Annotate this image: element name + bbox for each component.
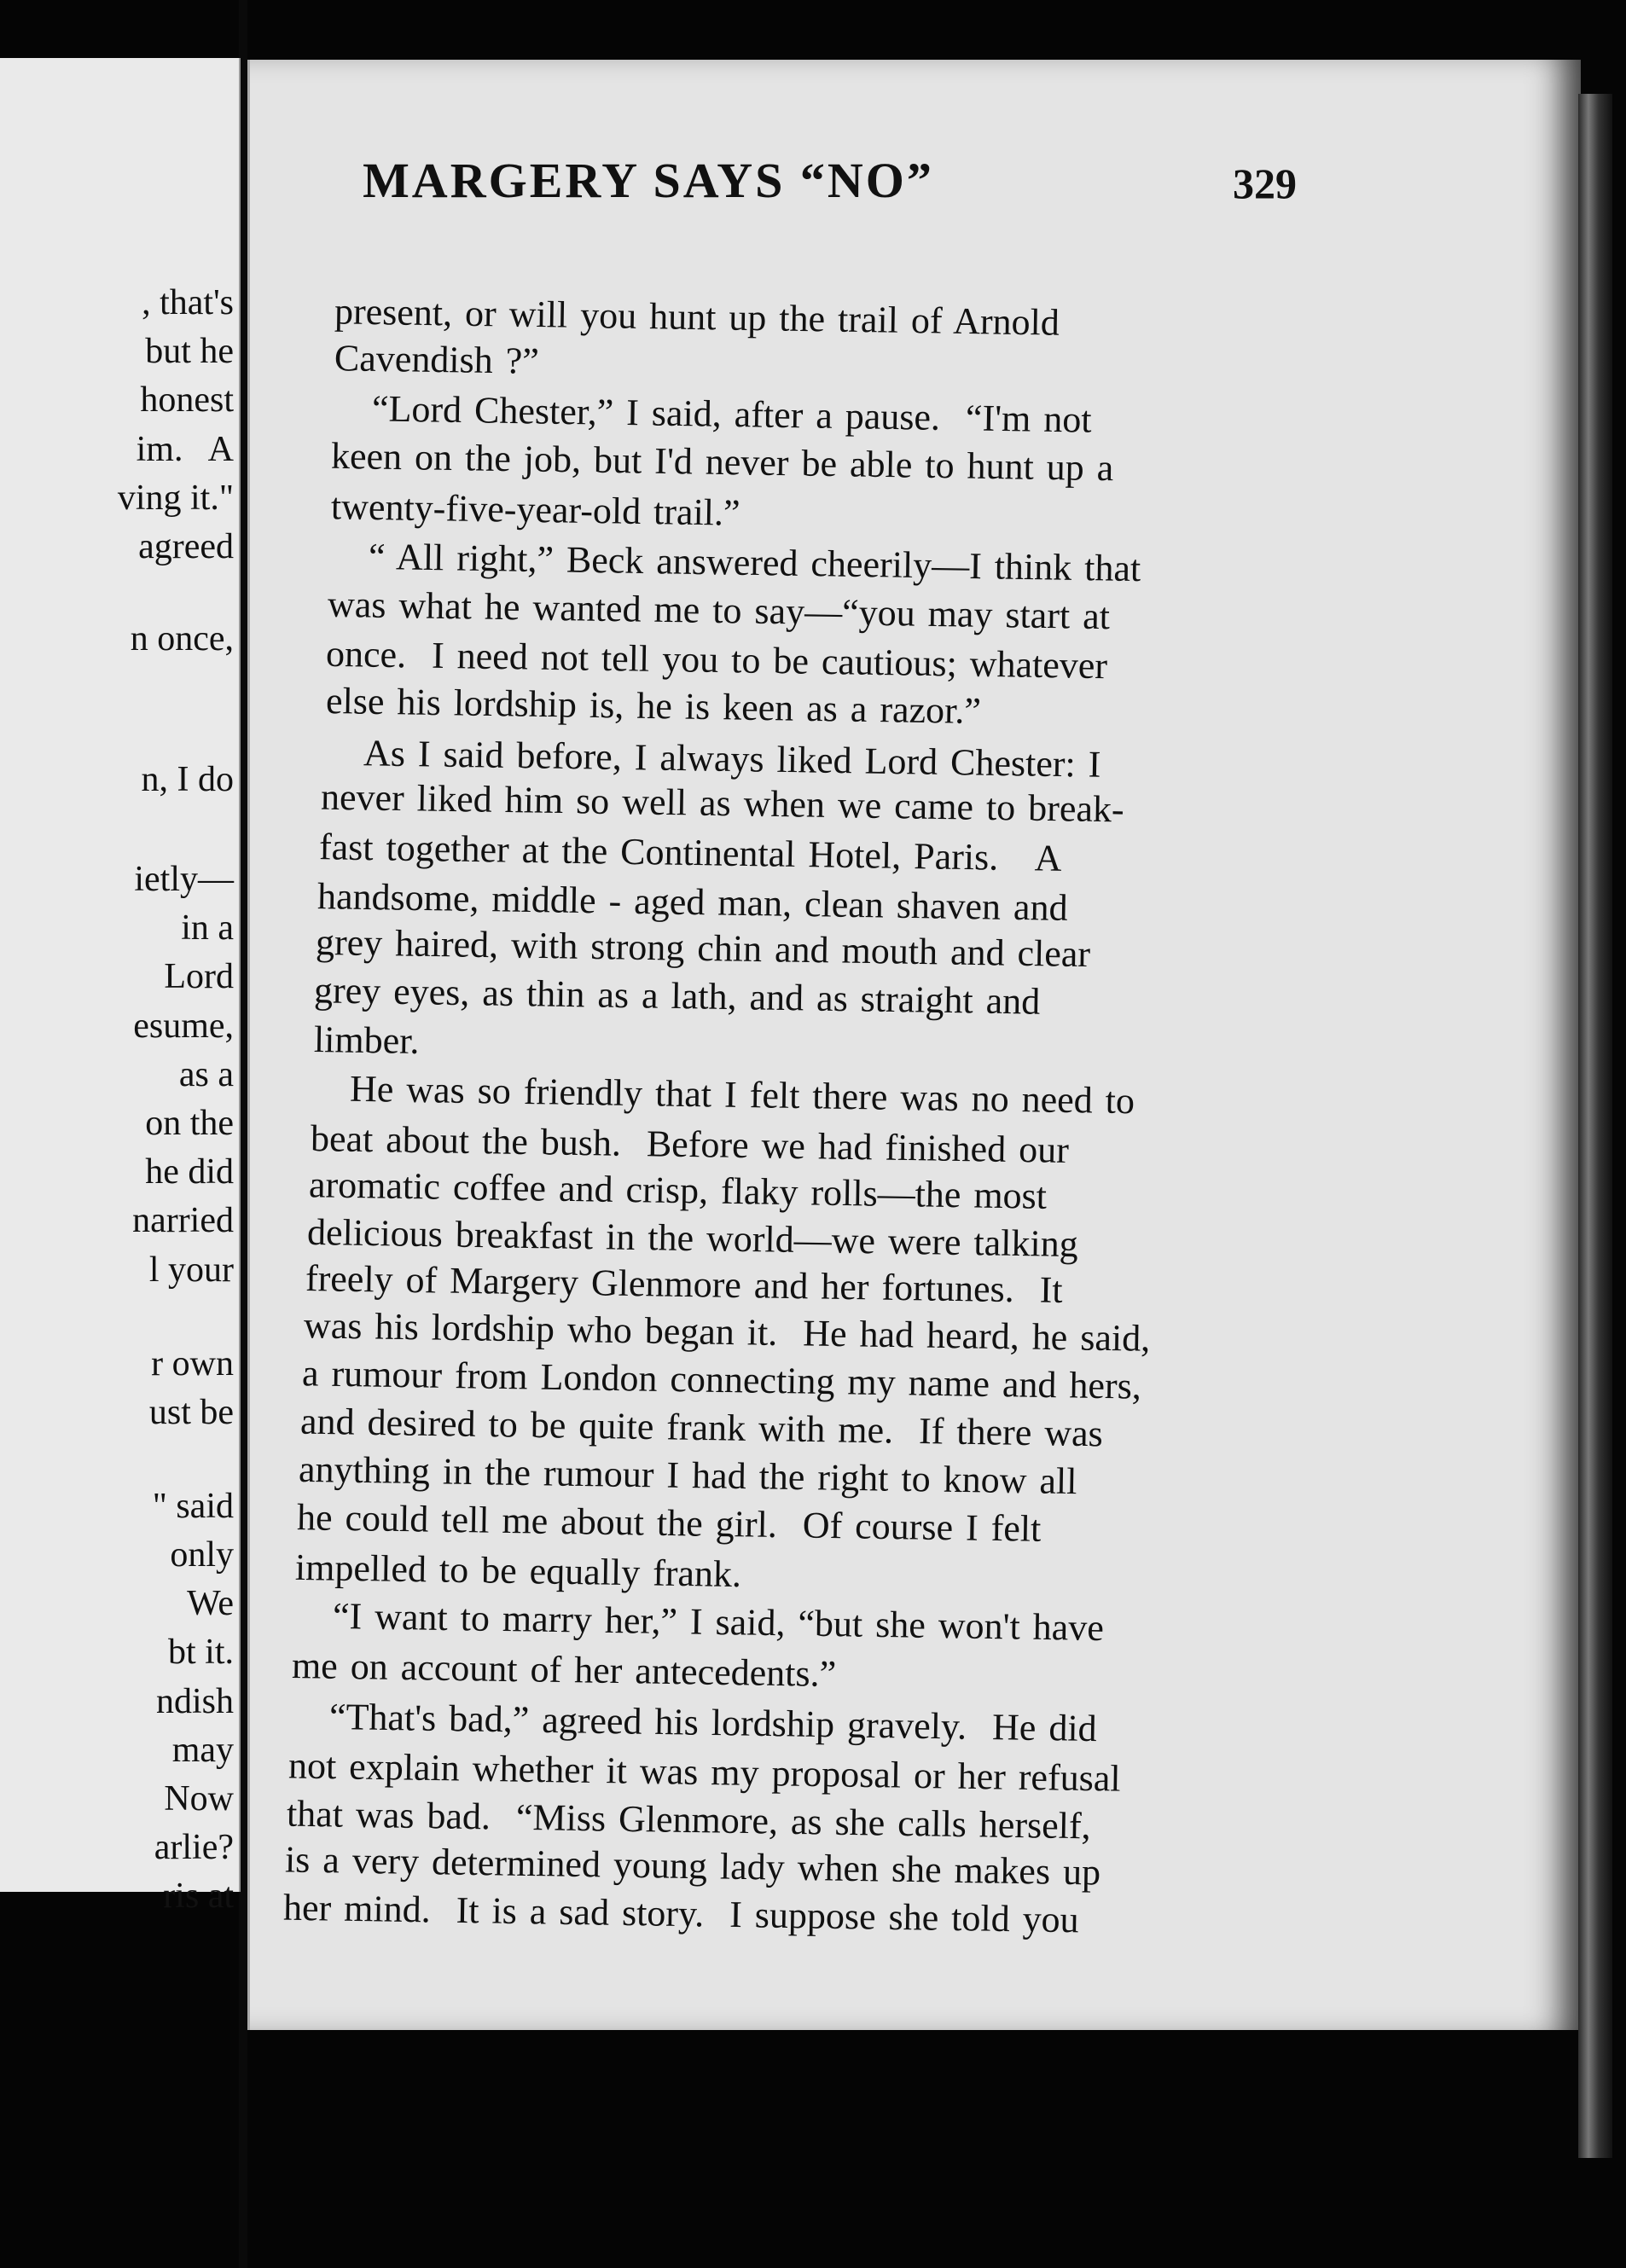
body-text-line: fast together at the Continental Hotel, Paris. A xyxy=(318,826,1062,879)
left-page-line: only xyxy=(170,1535,234,1575)
left-page-line: Now xyxy=(164,1779,234,1818)
body-text-line: As I said before, I always liked Lord Chester: I xyxy=(363,732,1101,786)
body-text-line: limber. xyxy=(313,1018,420,1062)
body-text-line: aromatic coffee and crisp, flaky rolls—the most xyxy=(308,1163,1048,1217)
body-text-line: that was bad. “Miss Glenmore, as she calls herself, xyxy=(286,1792,1091,1847)
left-page-line: agreed xyxy=(138,527,234,566)
page-number: 329 xyxy=(1233,160,1297,207)
body-text-line: freely of Margery Glenmore and her fortunes. It xyxy=(305,1257,1063,1311)
body-text-line: “Lord Chester,” I said, after a pause. “I'm not xyxy=(371,387,1092,441)
left-page xyxy=(0,58,241,1916)
left-page-line: on the xyxy=(145,1104,234,1143)
page-edge xyxy=(1578,94,1612,2158)
left-page-line: Lord xyxy=(164,957,234,996)
body-text-line: handsome, middle - aged man, clean shaven and xyxy=(316,875,1068,929)
body-text-line: never liked him so well as when we came to break- xyxy=(320,775,1125,831)
body-text-line: anything in the rumour I had the right to know all xyxy=(298,1447,1077,1503)
left-page-line: ust be xyxy=(148,1393,234,1432)
body-text-line: her mind. It is a sad story. I suppose she told you xyxy=(282,1886,1080,1941)
body-text-line: was his lordship who began it. He had heard, he said, xyxy=(303,1304,1151,1360)
body-text-line: me on account of her antecedents.” xyxy=(291,1644,837,1696)
left-page-line: may xyxy=(171,1731,234,1770)
body-text-line: “ All right,” Beck answered cheerily—I think that xyxy=(368,535,1141,590)
body-text-line: impelled to be equally frank. xyxy=(294,1546,742,1596)
body-text-line: “I want to marry her,” I said, “but she won't have xyxy=(332,1594,1105,1650)
body-text-line: grey eyes, as thin as a lath, and as straight and xyxy=(313,969,1041,1023)
body-text-line: and desired to be quite frank with me. If there was xyxy=(299,1400,1104,1455)
body-text-line: was what he wanted me to say—“you may start at xyxy=(327,583,1111,638)
left-page-line: im. A xyxy=(136,430,234,469)
left-page-line: honest xyxy=(140,380,234,420)
left-page-line: l your xyxy=(148,1250,234,1290)
left-page-line: ietly— xyxy=(134,860,234,899)
body-text-line: “That's bad,” agreed his lordship gravely. He did xyxy=(328,1695,1098,1750)
body-text-line: once. I need not tell you to be cautious; whatever xyxy=(325,632,1108,687)
left-page-line: as a xyxy=(178,1055,234,1094)
body-text-line: he could tell me about the girl. Of course I felt xyxy=(296,1496,1042,1550)
left-page-line: " said xyxy=(152,1487,234,1526)
body-text-line: beat about the bush. Before we had finished our xyxy=(310,1117,1070,1171)
body-text-line: grey haired, with strong chin and mouth and clear xyxy=(315,920,1091,976)
left-page-line: ving it." xyxy=(117,479,234,518)
running-head: MARGERY SAYS “NO” xyxy=(363,153,934,208)
left-page-line: narried xyxy=(132,1201,234,1240)
body-text-line: is a very determined young lady when she makes up xyxy=(284,1838,1101,1894)
left-page-line: n, I do xyxy=(141,760,234,799)
body-text-line: twenty-five-year-old trail.” xyxy=(330,485,740,534)
body-text-line: He was so friendly that I felt there was no need to xyxy=(349,1067,1135,1122)
left-page-line: bt it. xyxy=(167,1633,234,1672)
body-text-line: Cavendish ?” xyxy=(334,337,540,382)
left-page-line: esume, xyxy=(133,1006,234,1046)
left-page-line: in a xyxy=(181,908,234,948)
body-text-line: not explain whether it was my proposal or her refusal xyxy=(287,1744,1121,1800)
left-page-line: n once, xyxy=(130,619,234,658)
left-page-line: We xyxy=(187,1584,234,1623)
body-text-line: delicious breakfast in the world—we were talking xyxy=(306,1210,1079,1266)
left-page-line: , that's xyxy=(142,283,234,322)
body-text-line: present, or will you hunt up the trail of Arnold xyxy=(334,290,1060,344)
left-page-line: r own xyxy=(151,1344,234,1383)
body-text-line: else his lordship is, he is keen as a razor.” xyxy=(325,679,982,733)
left-page-line: arlie? xyxy=(154,1828,234,1867)
left-page-line: ndish xyxy=(155,1682,234,1721)
left-page-line: he did xyxy=(145,1152,234,1192)
body-text-line: keen on the job, but I'd never be able to hunt up a xyxy=(330,434,1114,490)
left-page-line: ris at xyxy=(163,1876,234,1916)
left-page-line: but he xyxy=(145,332,234,371)
body-text-line: a rumour from London connecting my name and hers, xyxy=(301,1352,1142,1407)
